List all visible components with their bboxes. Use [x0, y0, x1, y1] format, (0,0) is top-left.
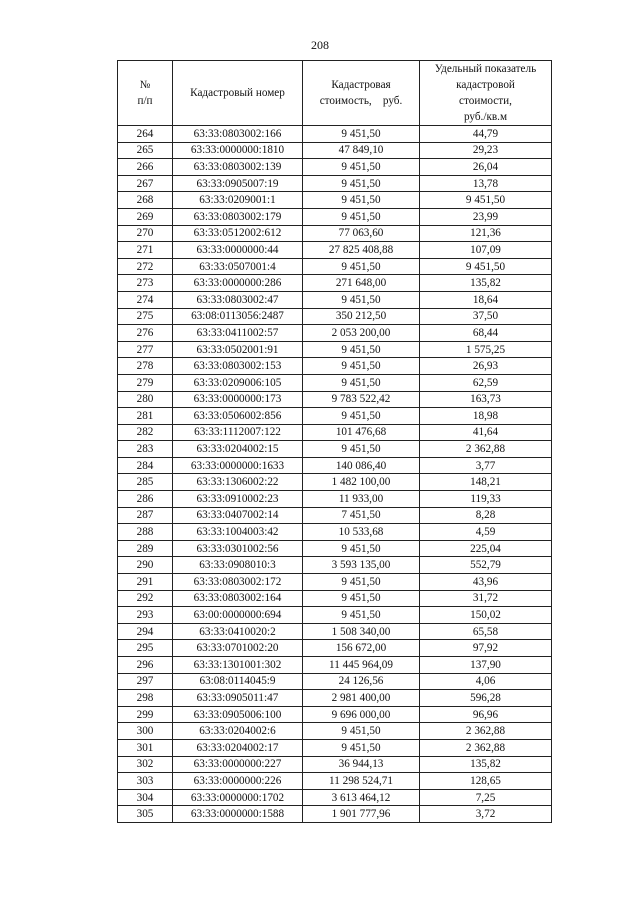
table-row [118, 126, 552, 143]
cell-specific-indicator: 18,64 [420, 291, 552, 308]
cell-cadastral-value: 9 451,50 [303, 723, 420, 740]
cell-row-number: 294 [118, 623, 173, 640]
table-row [118, 291, 552, 308]
cell-specific-indicator: 8,28 [420, 507, 552, 524]
cell-cadastral-value: 9 451,50 [303, 574, 420, 591]
cell-row-number: 268 [118, 192, 173, 209]
cell-specific-indicator: 135,82 [420, 275, 552, 292]
cell-row-number: 277 [118, 341, 173, 358]
header-cadastral-value [303, 61, 420, 126]
cell-cadastral-number: 63:33:0803002:47 [173, 291, 303, 308]
cell-cadastral-value: 1 482 100,00 [303, 474, 420, 491]
cell-cadastral-number: 63:33:0905007:19 [173, 175, 303, 192]
cell-cadastral-number: 63:33:0000000:1588 [173, 806, 303, 823]
cell-cadastral-number: 63:33:0910002:23 [173, 491, 303, 508]
cell-cadastral-number: 63:33:0209006:105 [173, 374, 303, 391]
cadastral-table [117, 60, 552, 823]
cell-specific-indicator: 148,21 [420, 474, 552, 491]
cell-cadastral-value: 350 212,50 [303, 308, 420, 325]
cell-cadastral-value: 2 053 200,00 [303, 325, 420, 342]
cell-cadastral-number: 63:33:0905006:100 [173, 706, 303, 723]
cell-cadastral-value: 101 476,68 [303, 424, 420, 441]
cell-row-number: 295 [118, 640, 173, 657]
cell-specific-indicator: 163,73 [420, 391, 552, 408]
cell-row-number: 282 [118, 424, 173, 441]
cell-cadastral-value: 9 451,50 [303, 341, 420, 358]
header-indicator-line: руб./кв.м [463, 111, 508, 123]
table-row [118, 507, 552, 524]
cell-cadastral-number: 63:33:0908010:3 [173, 557, 303, 574]
cell-cadastral-number: 63:33:0301002:56 [173, 540, 303, 557]
cell-row-number: 286 [118, 491, 173, 508]
table-row [118, 723, 552, 740]
header-indicator-line: кадастровой [456, 79, 515, 91]
cell-cadastral-number: 63:33:0512002:612 [173, 225, 303, 242]
cell-specific-indicator: 96,96 [420, 706, 552, 723]
cell-cadastral-number: 63:33:0803002:172 [173, 574, 303, 591]
cell-specific-indicator: 2 362,88 [420, 739, 552, 756]
table-row [118, 673, 552, 690]
cell-row-number: 267 [118, 175, 173, 192]
table-row [118, 424, 552, 441]
cell-row-number: 275 [118, 308, 173, 325]
cell-cadastral-value: 2 981 400,00 [303, 690, 420, 707]
cell-row-number: 284 [118, 457, 173, 474]
header-value-line: Кадастровая [331, 79, 391, 91]
cell-cadastral-value: 11 298 524,71 [303, 773, 420, 790]
table-row [118, 358, 552, 375]
table-row [118, 474, 552, 491]
cell-cadastral-value: 1 508 340,00 [303, 623, 420, 640]
header-num-line: п/п [137, 95, 153, 107]
cell-row-number: 297 [118, 673, 173, 690]
cell-specific-indicator: 29,23 [420, 142, 552, 159]
table-row [118, 773, 552, 790]
cell-row-number: 289 [118, 540, 173, 557]
table-row [118, 341, 552, 358]
cell-row-number: 290 [118, 557, 173, 574]
cell-cadastral-number: 63:00:0000000:694 [173, 607, 303, 624]
cell-cadastral-number: 63:33:0000000:226 [173, 773, 303, 790]
cell-row-number: 291 [118, 574, 173, 591]
cell-cadastral-value: 9 451,50 [303, 739, 420, 756]
cell-specific-indicator: 596,28 [420, 690, 552, 707]
table-row [118, 623, 552, 640]
cell-specific-indicator: 7,25 [420, 789, 552, 806]
table-row [118, 590, 552, 607]
cell-specific-indicator: 97,92 [420, 640, 552, 657]
table-row [118, 540, 552, 557]
cell-cadastral-value: 271 648,00 [303, 275, 420, 292]
cell-row-number: 305 [118, 806, 173, 823]
cell-specific-indicator: 37,50 [420, 308, 552, 325]
cell-specific-indicator: 65,58 [420, 623, 552, 640]
cell-cadastral-number: 63:33:1004003:42 [173, 524, 303, 541]
table-row [118, 441, 552, 458]
table-row [118, 142, 552, 159]
cell-cadastral-value: 9 451,50 [303, 408, 420, 425]
cell-cadastral-value: 11 933,00 [303, 491, 420, 508]
cell-specific-indicator: 9 451,50 [420, 192, 552, 209]
cell-specific-indicator: 3,72 [420, 806, 552, 823]
cell-cadastral-number: 63:33:0209001:1 [173, 192, 303, 209]
cell-row-number: 281 [118, 408, 173, 425]
cell-cadastral-number: 63:33:0507001:4 [173, 258, 303, 275]
cell-row-number: 285 [118, 474, 173, 491]
cell-specific-indicator: 3,77 [420, 457, 552, 474]
cell-row-number: 265 [118, 142, 173, 159]
cell-cadastral-value: 9 696 000,00 [303, 706, 420, 723]
table-row [118, 524, 552, 541]
cell-row-number: 292 [118, 590, 173, 607]
cell-row-number: 279 [118, 374, 173, 391]
cell-specific-indicator: 128,65 [420, 773, 552, 790]
table-row [118, 325, 552, 342]
cell-cadastral-value: 9 451,50 [303, 126, 420, 143]
table-header [118, 61, 552, 126]
table-row [118, 806, 552, 823]
header-indicator-line: стоимости, [459, 95, 512, 107]
cell-specific-indicator: 107,09 [420, 242, 552, 259]
cell-cadastral-value: 9 451,50 [303, 358, 420, 375]
cell-specific-indicator: 44,79 [420, 126, 552, 143]
cell-cadastral-number: 63:33:1112007:122 [173, 424, 303, 441]
table-row [118, 491, 552, 508]
cell-cadastral-value: 9 451,50 [303, 159, 420, 176]
cell-cadastral-value: 9 451,50 [303, 291, 420, 308]
cell-row-number: 304 [118, 789, 173, 806]
cell-row-number: 300 [118, 723, 173, 740]
cell-cadastral-number: 63:33:0000000:173 [173, 391, 303, 408]
cell-cadastral-number: 63:08:0114045:9 [173, 673, 303, 690]
table-body [118, 126, 552, 823]
cell-specific-indicator: 552,79 [420, 557, 552, 574]
table-row [118, 374, 552, 391]
cell-cadastral-value: 9 451,50 [303, 192, 420, 209]
cell-specific-indicator: 121,36 [420, 225, 552, 242]
cell-cadastral-number: 63:33:1306002:22 [173, 474, 303, 491]
cell-row-number: 264 [118, 126, 173, 143]
cell-cadastral-number: 63:33:0204002:17 [173, 739, 303, 756]
cell-cadastral-value: 11 445 964,09 [303, 657, 420, 674]
header-cadastral-number: Кадастровый номер [173, 61, 303, 126]
cell-cadastral-value: 140 086,40 [303, 457, 420, 474]
cell-cadastral-value: 156 672,00 [303, 640, 420, 657]
cell-specific-indicator: 9 451,50 [420, 258, 552, 275]
cell-cadastral-value: 9 451,50 [303, 208, 420, 225]
table-row [118, 208, 552, 225]
table-row [118, 408, 552, 425]
cell-cadastral-number: 63:33:0803002:153 [173, 358, 303, 375]
cell-row-number: 269 [118, 208, 173, 225]
cell-specific-indicator: 4,06 [420, 673, 552, 690]
cell-specific-indicator: 68,44 [420, 325, 552, 342]
cell-cadastral-number: 63:33:0701002:20 [173, 640, 303, 657]
cell-specific-indicator: 135,82 [420, 756, 552, 773]
table-row [118, 607, 552, 624]
page-number: 208 [311, 38, 329, 52]
cell-cadastral-number: 63:33:0803002:139 [173, 159, 303, 176]
cell-specific-indicator: 119,33 [420, 491, 552, 508]
cell-specific-indicator: 41,64 [420, 424, 552, 441]
table-row [118, 391, 552, 408]
cell-row-number: 272 [118, 258, 173, 275]
cell-cadastral-number: 63:33:0000000:227 [173, 756, 303, 773]
cell-cadastral-number: 63:33:0803002:164 [173, 590, 303, 607]
header-num-line: № [139, 79, 151, 91]
cell-cadastral-number: 63:33:1301001:302 [173, 657, 303, 674]
cell-cadastral-number: 63:33:0905011:47 [173, 690, 303, 707]
header-specific-indicator [420, 61, 552, 126]
cell-cadastral-value: 24 126,56 [303, 673, 420, 690]
table-row [118, 258, 552, 275]
cell-cadastral-value: 3 593 135,00 [303, 557, 420, 574]
cell-cadastral-number: 63:33:0803002:166 [173, 126, 303, 143]
table-row [118, 225, 552, 242]
cell-specific-indicator: 2 362,88 [420, 723, 552, 740]
cell-cadastral-number: 63:08:0113056:2487 [173, 308, 303, 325]
table-row [118, 159, 552, 176]
cell-cadastral-value: 9 451,50 [303, 441, 420, 458]
table-row [118, 756, 552, 773]
cell-cadastral-number: 63:33:0407002:14 [173, 507, 303, 524]
table-row [118, 657, 552, 674]
cell-cadastral-number: 63:33:0506002:856 [173, 408, 303, 425]
cell-cadastral-number: 63:33:0204002:6 [173, 723, 303, 740]
cell-specific-indicator: 2 362,88 [420, 441, 552, 458]
cell-cadastral-value: 9 451,50 [303, 258, 420, 275]
cell-specific-indicator: 26,04 [420, 159, 552, 176]
cell-specific-indicator: 150,02 [420, 607, 552, 624]
cell-cadastral-value: 1 901 777,96 [303, 806, 420, 823]
table-row [118, 574, 552, 591]
cell-cadastral-value: 9 451,50 [303, 590, 420, 607]
cell-specific-indicator: 31,72 [420, 590, 552, 607]
cell-specific-indicator: 26,93 [420, 358, 552, 375]
cell-cadastral-number: 63:33:0502001:91 [173, 341, 303, 358]
cell-cadastral-value: 9 783 522,42 [303, 391, 420, 408]
cell-row-number: 280 [118, 391, 173, 408]
cell-cadastral-number: 63:33:0000000:1810 [173, 142, 303, 159]
cell-row-number: 283 [118, 441, 173, 458]
cell-cadastral-number: 63:33:0000000:1702 [173, 789, 303, 806]
cell-specific-indicator: 18,98 [420, 408, 552, 425]
cell-specific-indicator: 43,96 [420, 574, 552, 591]
header-num [118, 61, 173, 126]
table-row [118, 690, 552, 707]
cell-cadastral-value: 27 825 408,88 [303, 242, 420, 259]
cell-row-number: 270 [118, 225, 173, 242]
cell-cadastral-value: 10 533,68 [303, 524, 420, 541]
cell-cadastral-number: 63:33:0411002:57 [173, 325, 303, 342]
cell-row-number: 274 [118, 291, 173, 308]
cell-row-number: 299 [118, 706, 173, 723]
table-row [118, 706, 552, 723]
cell-row-number: 301 [118, 739, 173, 756]
cell-specific-indicator: 137,90 [420, 657, 552, 674]
cell-row-number: 278 [118, 358, 173, 375]
cell-cadastral-value: 7 451,50 [303, 507, 420, 524]
cell-specific-indicator: 13,78 [420, 175, 552, 192]
cell-cadastral-value: 9 451,50 [303, 374, 420, 391]
header-row [118, 61, 552, 126]
cell-cadastral-value: 77 063,60 [303, 225, 420, 242]
cell-cadastral-number: 63:33:0204002:15 [173, 441, 303, 458]
cell-row-number: 276 [118, 325, 173, 342]
cell-cadastral-value: 9 451,50 [303, 607, 420, 624]
cell-cadastral-number: 63:33:0000000:1633 [173, 457, 303, 474]
cell-row-number: 266 [118, 159, 173, 176]
cell-specific-indicator: 23,99 [420, 208, 552, 225]
table-row [118, 192, 552, 209]
cell-cadastral-value: 9 451,50 [303, 540, 420, 557]
table-row [118, 457, 552, 474]
table-row [118, 640, 552, 657]
table-row [118, 739, 552, 756]
cell-cadastral-number: 63:33:0410020:2 [173, 623, 303, 640]
cell-cadastral-value: 9 451,50 [303, 175, 420, 192]
table-row [118, 275, 552, 292]
cell-row-number: 302 [118, 756, 173, 773]
cell-row-number: 288 [118, 524, 173, 541]
cell-cadastral-number: 63:33:0000000:44 [173, 242, 303, 259]
header-indicator-line: Удельный показатель [434, 63, 537, 75]
cell-cadastral-value: 36 944,13 [303, 756, 420, 773]
cell-cadastral-value: 47 849,10 [303, 142, 420, 159]
cell-specific-indicator: 62,59 [420, 374, 552, 391]
table-row [118, 557, 552, 574]
cell-row-number: 293 [118, 607, 173, 624]
cell-row-number: 298 [118, 690, 173, 707]
cell-cadastral-number: 63:33:0000000:286 [173, 275, 303, 292]
cell-row-number: 271 [118, 242, 173, 259]
header-value-line: стоимость, руб. [319, 95, 403, 107]
cell-row-number: 303 [118, 773, 173, 790]
cell-cadastral-value: 3 613 464,12 [303, 789, 420, 806]
table-row [118, 789, 552, 806]
table-row [118, 308, 552, 325]
cell-specific-indicator: 1 575,25 [420, 341, 552, 358]
table-row [118, 242, 552, 259]
cell-specific-indicator: 225,04 [420, 540, 552, 557]
cell-row-number: 273 [118, 275, 173, 292]
cell-row-number: 287 [118, 507, 173, 524]
cell-specific-indicator: 4,59 [420, 524, 552, 541]
cell-row-number: 296 [118, 657, 173, 674]
table-row [118, 175, 552, 192]
cell-cadastral-number: 63:33:0803002:179 [173, 208, 303, 225]
